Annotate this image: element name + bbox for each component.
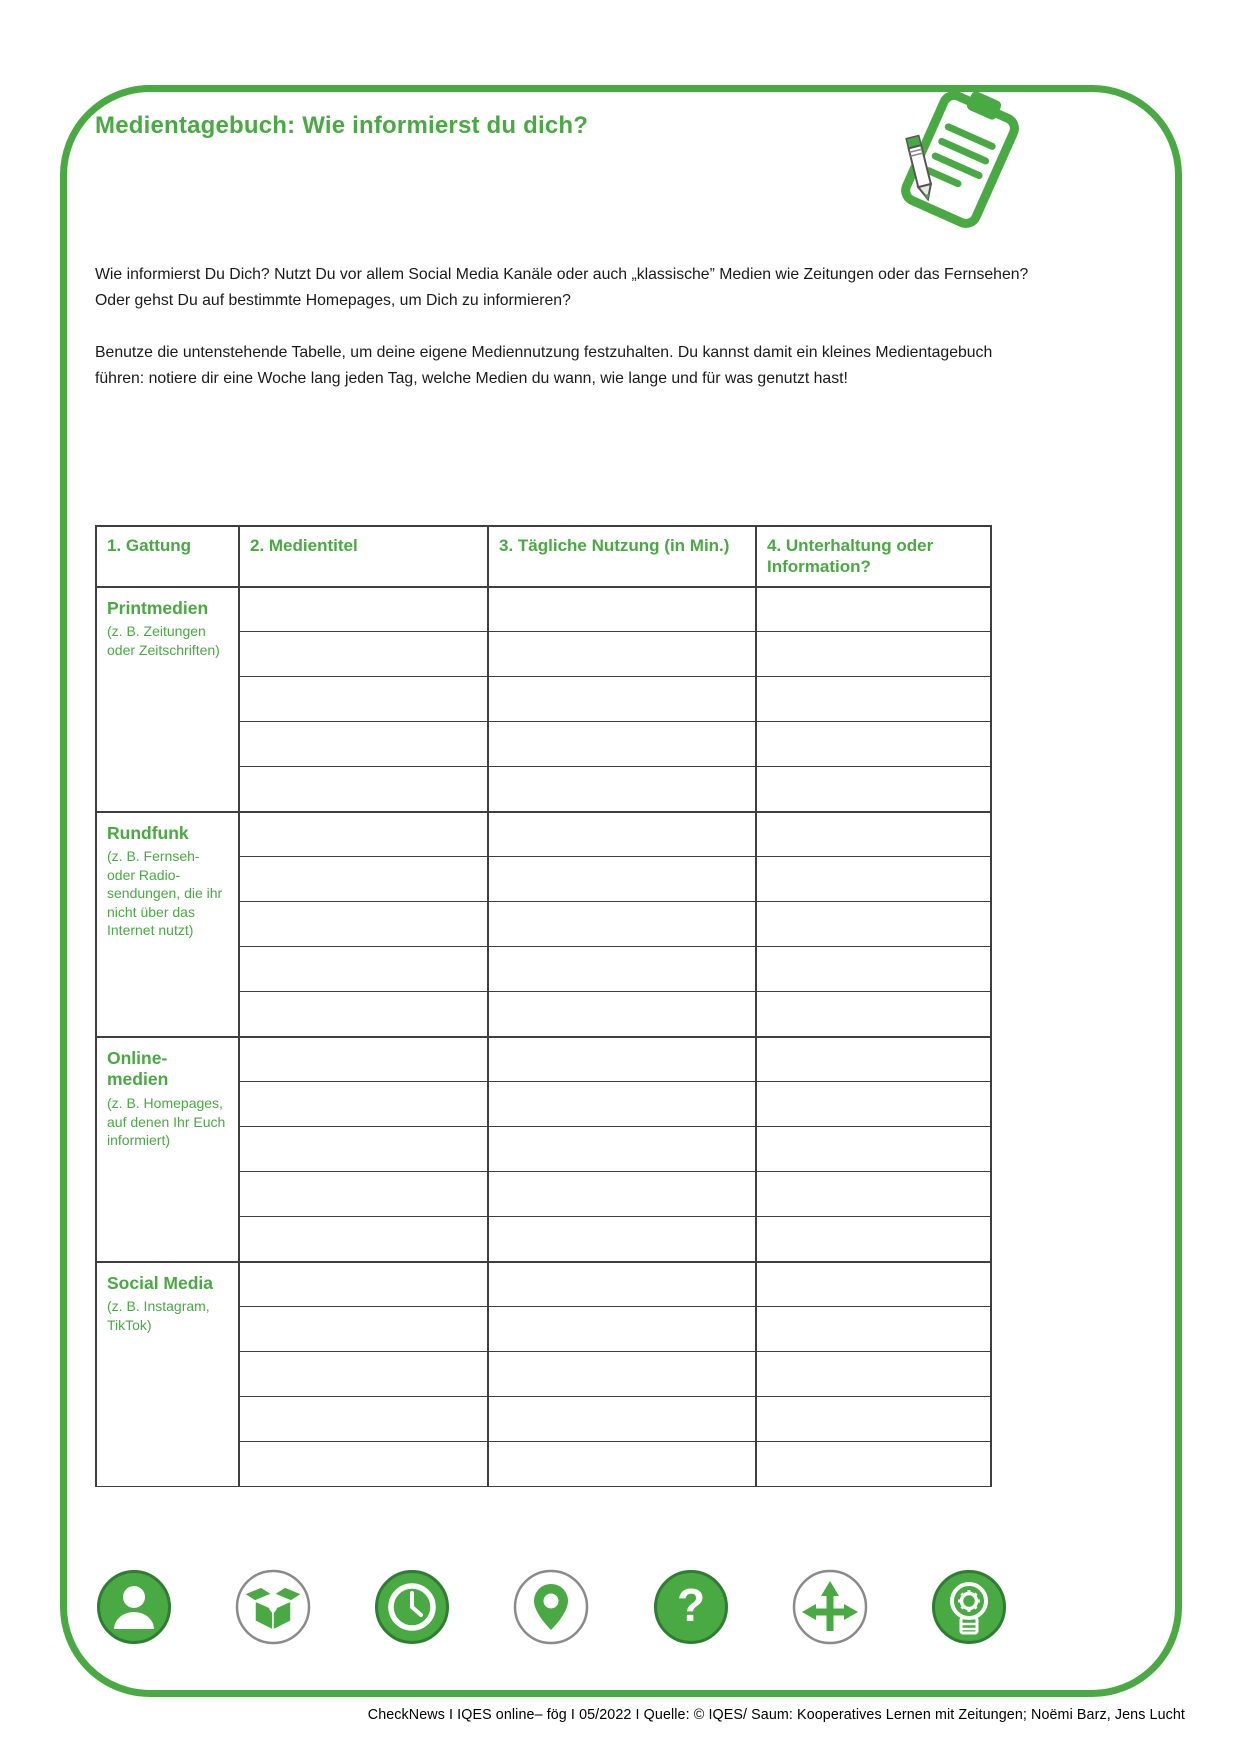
entry-cell xyxy=(488,1352,756,1397)
entry-cell xyxy=(488,857,756,902)
entry-cell xyxy=(756,1037,991,1082)
category-title: Online-medien xyxy=(107,1047,169,1090)
entry-cell xyxy=(488,1307,756,1352)
entry-cell xyxy=(756,947,991,992)
entry-cell xyxy=(756,1217,991,1262)
entry-cell xyxy=(488,677,756,722)
entry-cell xyxy=(239,992,488,1037)
entry-cell xyxy=(239,902,488,947)
intro-paragraph-2: Benutze die untenstehende Tabelle, um deine eigene Mediennutzung festzuhalten. Du kannst damit ein kleines Medientagebuch führen: notiere dir eine Woche lang jeden Tag, welche Medien du wann, wie lange und für was genutzt hast! xyxy=(95,344,993,387)
entry-cell xyxy=(488,587,756,632)
entry-cell xyxy=(239,1352,488,1397)
clipboard-pencil-icon xyxy=(880,86,1035,246)
category-note: (z. B. Zeitungen oder Zeitschriften) xyxy=(107,623,220,658)
table-row xyxy=(96,587,991,632)
entry-cell xyxy=(239,767,488,812)
category-cell xyxy=(96,1262,239,1487)
entry-cell xyxy=(756,992,991,1037)
table-row xyxy=(96,812,991,857)
entry-cell xyxy=(756,1352,991,1397)
entry-cell xyxy=(756,902,991,947)
entry-cell xyxy=(756,1127,991,1172)
category-cell xyxy=(96,1037,239,1262)
lightbulb-gear-icon xyxy=(930,1568,1008,1646)
svg-text:?: ? xyxy=(676,1579,705,1631)
entry-cell xyxy=(239,1217,488,1262)
entry-cell xyxy=(239,857,488,902)
entry-cell xyxy=(488,1127,756,1172)
entry-cell xyxy=(756,1262,991,1307)
direction-arrows-icon xyxy=(791,1568,869,1646)
entry-cell xyxy=(239,1262,488,1307)
media-table-body xyxy=(96,587,991,1487)
intro-paragraph-1: Wie informierst Du Dich? Nutzt Du vor allem Social Media Kanäle oder auch „klassische” Medien wie Zeitungen oder das Fernsehen? Oder gehst Du auf bestimmte Homepages, um Dich zu informieren? xyxy=(95,266,1029,309)
table-header-row xyxy=(96,526,991,587)
entry-cell xyxy=(488,1397,756,1442)
entry-cell xyxy=(756,1442,991,1487)
entry-cell xyxy=(488,1037,756,1082)
entry-cell xyxy=(756,812,991,857)
entry-cell xyxy=(488,1082,756,1127)
media-diary-table xyxy=(95,525,992,1487)
entry-cell xyxy=(488,1217,756,1262)
column-header-unterhaltung: 4. Unterhaltung oder Information? xyxy=(756,526,991,587)
column-header-medientitel: 2. Medientitel xyxy=(239,526,488,587)
category-title: Printmedien xyxy=(107,597,209,618)
location-pin-icon xyxy=(512,1568,590,1646)
entry-cell xyxy=(488,902,756,947)
entry-cell xyxy=(488,1262,756,1307)
entry-cell xyxy=(239,1397,488,1442)
entry-cell xyxy=(239,632,488,677)
entry-cell xyxy=(756,1307,991,1352)
category-cell xyxy=(96,812,239,1037)
page-title: Medientagebuch: Wie informierst du dich? xyxy=(95,112,589,139)
footer-credit: CheckNews I IQES online– fög I 05/2022 I Quelle: © IQES/ Saum: Kooperatives Lernen mit Zeitungen; Noëmi Barz, Jens Lucht xyxy=(367,1707,1185,1723)
entry-cell xyxy=(239,1172,488,1217)
entry-cell xyxy=(756,1397,991,1442)
entry-cell xyxy=(488,812,756,857)
entry-cell xyxy=(239,1307,488,1352)
entry-cell xyxy=(239,947,488,992)
entry-cell xyxy=(239,1442,488,1487)
entry-cell xyxy=(488,722,756,767)
intro-text xyxy=(95,262,1030,392)
entry-cell xyxy=(756,587,991,632)
entry-cell xyxy=(488,1172,756,1217)
entry-cell xyxy=(239,1037,488,1082)
table-row xyxy=(96,1262,991,1307)
entry-cell xyxy=(488,632,756,677)
table-row xyxy=(96,1037,991,1082)
entry-cell xyxy=(756,857,991,902)
footer-icon-row xyxy=(95,1568,1008,1646)
category-title: Rundfunk xyxy=(107,822,189,843)
entry-cell xyxy=(756,1082,991,1127)
open-box-icon xyxy=(234,1568,312,1646)
question-mark-icon xyxy=(652,1568,730,1646)
category-cell xyxy=(96,587,239,812)
entry-cell xyxy=(239,1082,488,1127)
entry-cell xyxy=(756,632,991,677)
entry-cell xyxy=(756,767,991,812)
entry-cell xyxy=(488,767,756,812)
column-header-nutzung: 3. Tägliche Nutzung (in Min.) xyxy=(488,526,756,587)
entry-cell xyxy=(239,722,488,767)
entry-cell xyxy=(239,812,488,857)
entry-cell xyxy=(756,722,991,767)
entry-cell xyxy=(239,1127,488,1172)
user-icon xyxy=(95,1568,173,1646)
entry-cell xyxy=(756,677,991,722)
category-note: (z. B. Instagram, TikTok) xyxy=(107,1298,210,1333)
category-note: (z. B. Homepages, auf denen Ihr Euch informiert) xyxy=(107,1095,226,1149)
category-title: Social Media xyxy=(107,1272,214,1293)
clock-icon xyxy=(373,1568,451,1646)
category-note: (z. B. Fernseh- oder Radio-sendungen, die ihr nicht über das Internet nutzt) xyxy=(107,848,223,939)
entry-cell xyxy=(239,677,488,722)
entry-cell xyxy=(488,992,756,1037)
entry-cell xyxy=(488,947,756,992)
entry-cell xyxy=(239,587,488,632)
entry-cell xyxy=(756,1172,991,1217)
column-header-gattung: 1. Gattung xyxy=(96,526,239,587)
entry-cell xyxy=(488,1442,756,1487)
